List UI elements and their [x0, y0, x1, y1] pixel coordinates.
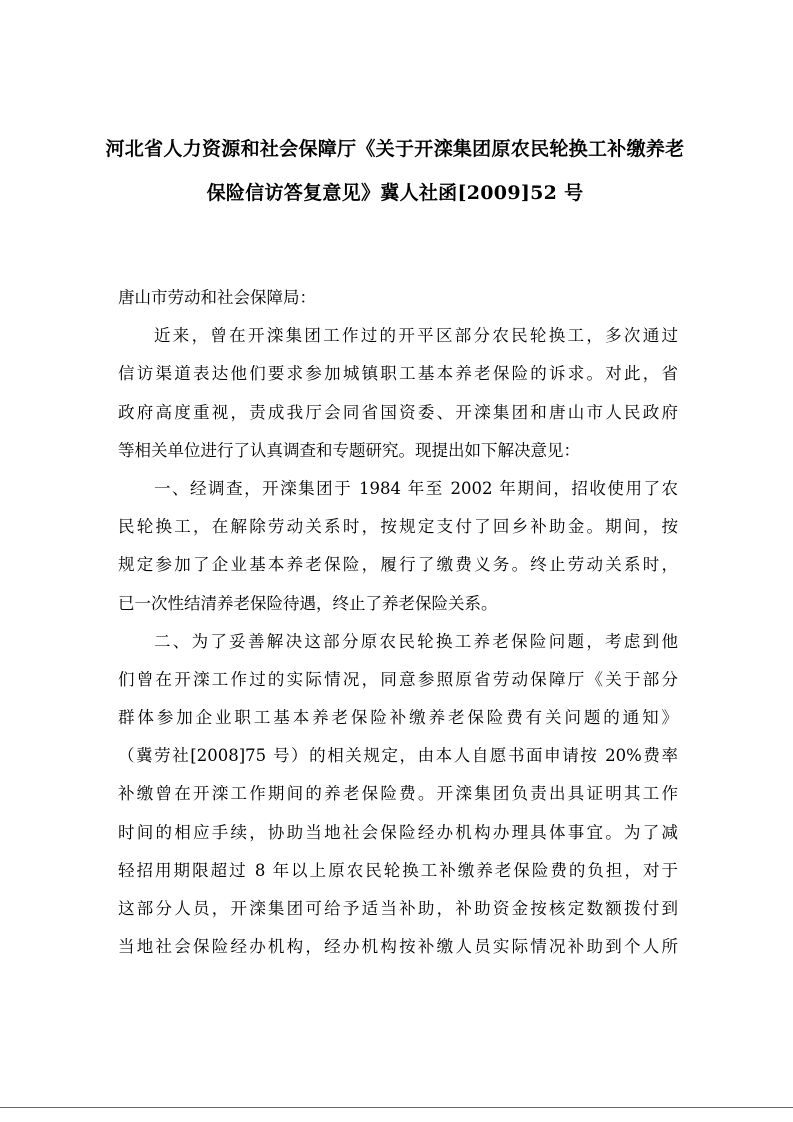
body-line: 近来，曾在开滦集团工作过的开平区部分农民轮换工，多次通过 [154, 326, 678, 346]
body-line: 信访渠道表达他们要求参加城镇职工基本养老保险的诉求。对此，省 [118, 364, 678, 384]
body-line: 政府高度重视，责成我厅会同省国资委、开滦集团和唐山市人民政府 [118, 402, 678, 422]
addressee: 唐山市劳动和社会保障局： [118, 288, 316, 307]
body-line: 一、经调查，开滦集团于 1984 年至 2002 年期间，招收使用了农 [154, 478, 678, 498]
body-line: （冀劳社[2008]75 号）的相关规定，由本人自愿书面申请按 20%费率 [118, 746, 678, 766]
body-line: 这部分人员，开滦集团可给予适当补助，补助资金按核定数额拨付到 [118, 899, 678, 918]
body-line: 等相关单位进行了认真调查和专题研究。现提出如下解决意见： [118, 440, 580, 460]
body-line: 已一次性结清养老保险待遇，终止了养老保险关系。 [118, 593, 498, 613]
title-line: 保险信访答复意见》冀人社函[2009]52 号 [206, 182, 584, 204]
page-bottom-rule [0, 1107, 793, 1108]
body-line: 民轮换工，在解除劳动关系时，按规定支付了回乡补助金。期间，按 [118, 517, 678, 537]
body-line: 群体参加企业职工基本养老保险补缴养老保险费有关问题的通知》 [118, 708, 678, 728]
body-line: 二、为了妥善解决这部分原农民轮换工养老保险问题，考虑到他 [154, 631, 678, 651]
body-line: 轻招用期限超过 8 年以上原农民轮换工补缴养老保险费的负担，对于 [118, 860, 678, 880]
body-line: 规定参加了企业基本养老保险，履行了缴费义务。终止劳动关系时， [118, 555, 678, 575]
title-line: 河北省人力资源和社会保障厅《关于开滦集团原农民轮换工补缴养老 [105, 138, 685, 160]
body-line: 补缴曾在开滦工作期间的养老保险费。开滦集团负责出具证明其工作 [118, 784, 678, 804]
body-line: 当地社会保险经办机构，经办机构按补缴人员实际情况补助到个人所 [118, 937, 678, 957]
document-title [100, 127, 690, 215]
body-line: 时间的相应手续，协助当地社会保险经办机构办理具体事宜。为了减 [118, 822, 678, 842]
body-line: 们曾在开滦工作过的实际情况，同意参照原省劳动保障厅《关于部分 [118, 669, 678, 689]
document-body [118, 279, 678, 966]
